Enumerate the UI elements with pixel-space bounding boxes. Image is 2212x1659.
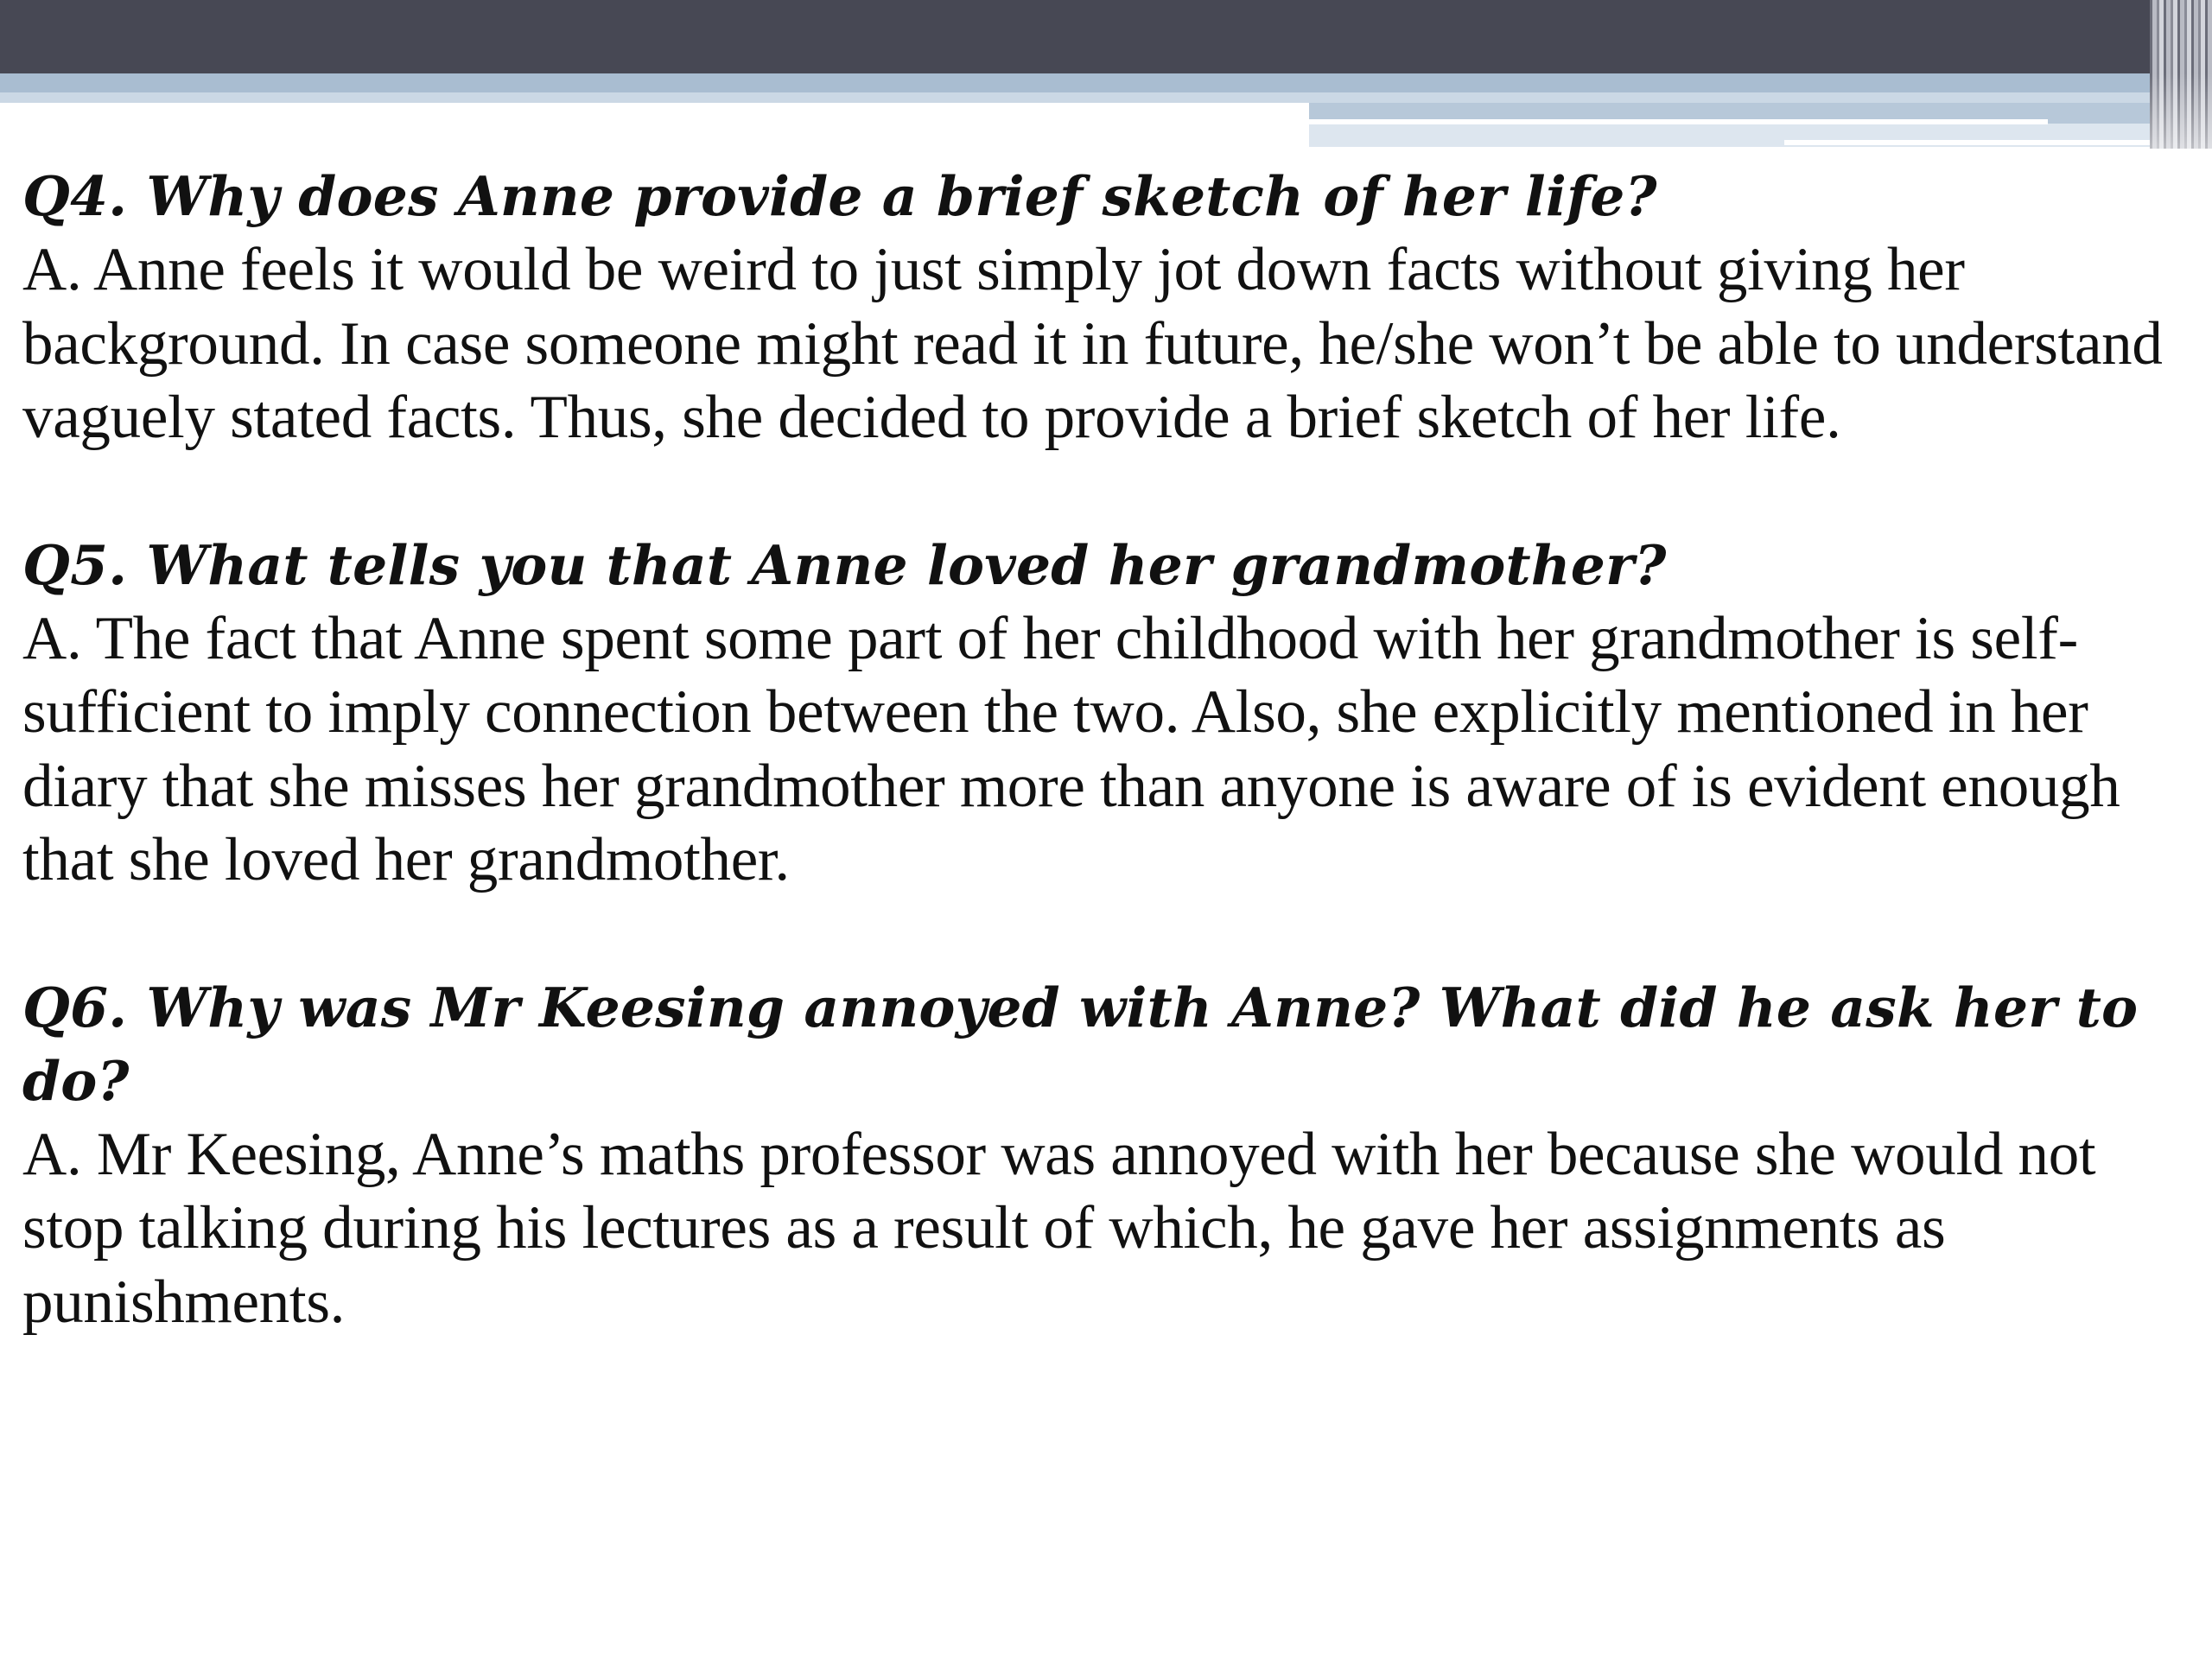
qa-content	[22, 160, 2191, 1413]
header-accent-band	[0, 73, 2212, 92]
header-accent-band-light	[0, 92, 2212, 103]
question-q4: Q4. Why does Anne provide a brief sketch of her life?	[22, 164, 1657, 228]
header-bar	[0, 0, 2212, 73]
qa-block-q5	[22, 529, 2191, 898]
header-stripes-fade	[2150, 73, 2212, 149]
answer-q5: A. The fact that Anne spent some part of her childhood with her grandmother is self-sufficient to imply connection between the two. Also, she explicitly mentioned in her diary that she misses her grandmother more than anyone is aware of is evident enough that she loved her grandmother.	[22, 604, 2120, 893]
answer-q6: A. Mr Keesing, Anne’s maths professor was annoyed with her because she would not stop talking during his lectures as a result of which, he gave her assignments as punishments.	[22, 1120, 2096, 1336]
question-q6: Q6. Why was Mr Keesing annoyed with Anne? What did he ask her to do?	[22, 975, 2139, 1113]
question-q5: Q5. What tells you that Anne loved her grandmother?	[22, 532, 1667, 597]
header-divider-line-short	[1784, 140, 2212, 145]
header-divider-line	[1309, 119, 2048, 124]
qa-block-q4	[22, 160, 2191, 455]
qa-block-q6	[22, 971, 2191, 1340]
answer-q4: A. Anne feels it would be weird to just simply jot down facts without giving her background. In case someone might read it in future, he/she won’t be able to understand vaguely stated facts. Thus, she decided to provide a brief sketch of her life.	[22, 236, 2163, 451]
